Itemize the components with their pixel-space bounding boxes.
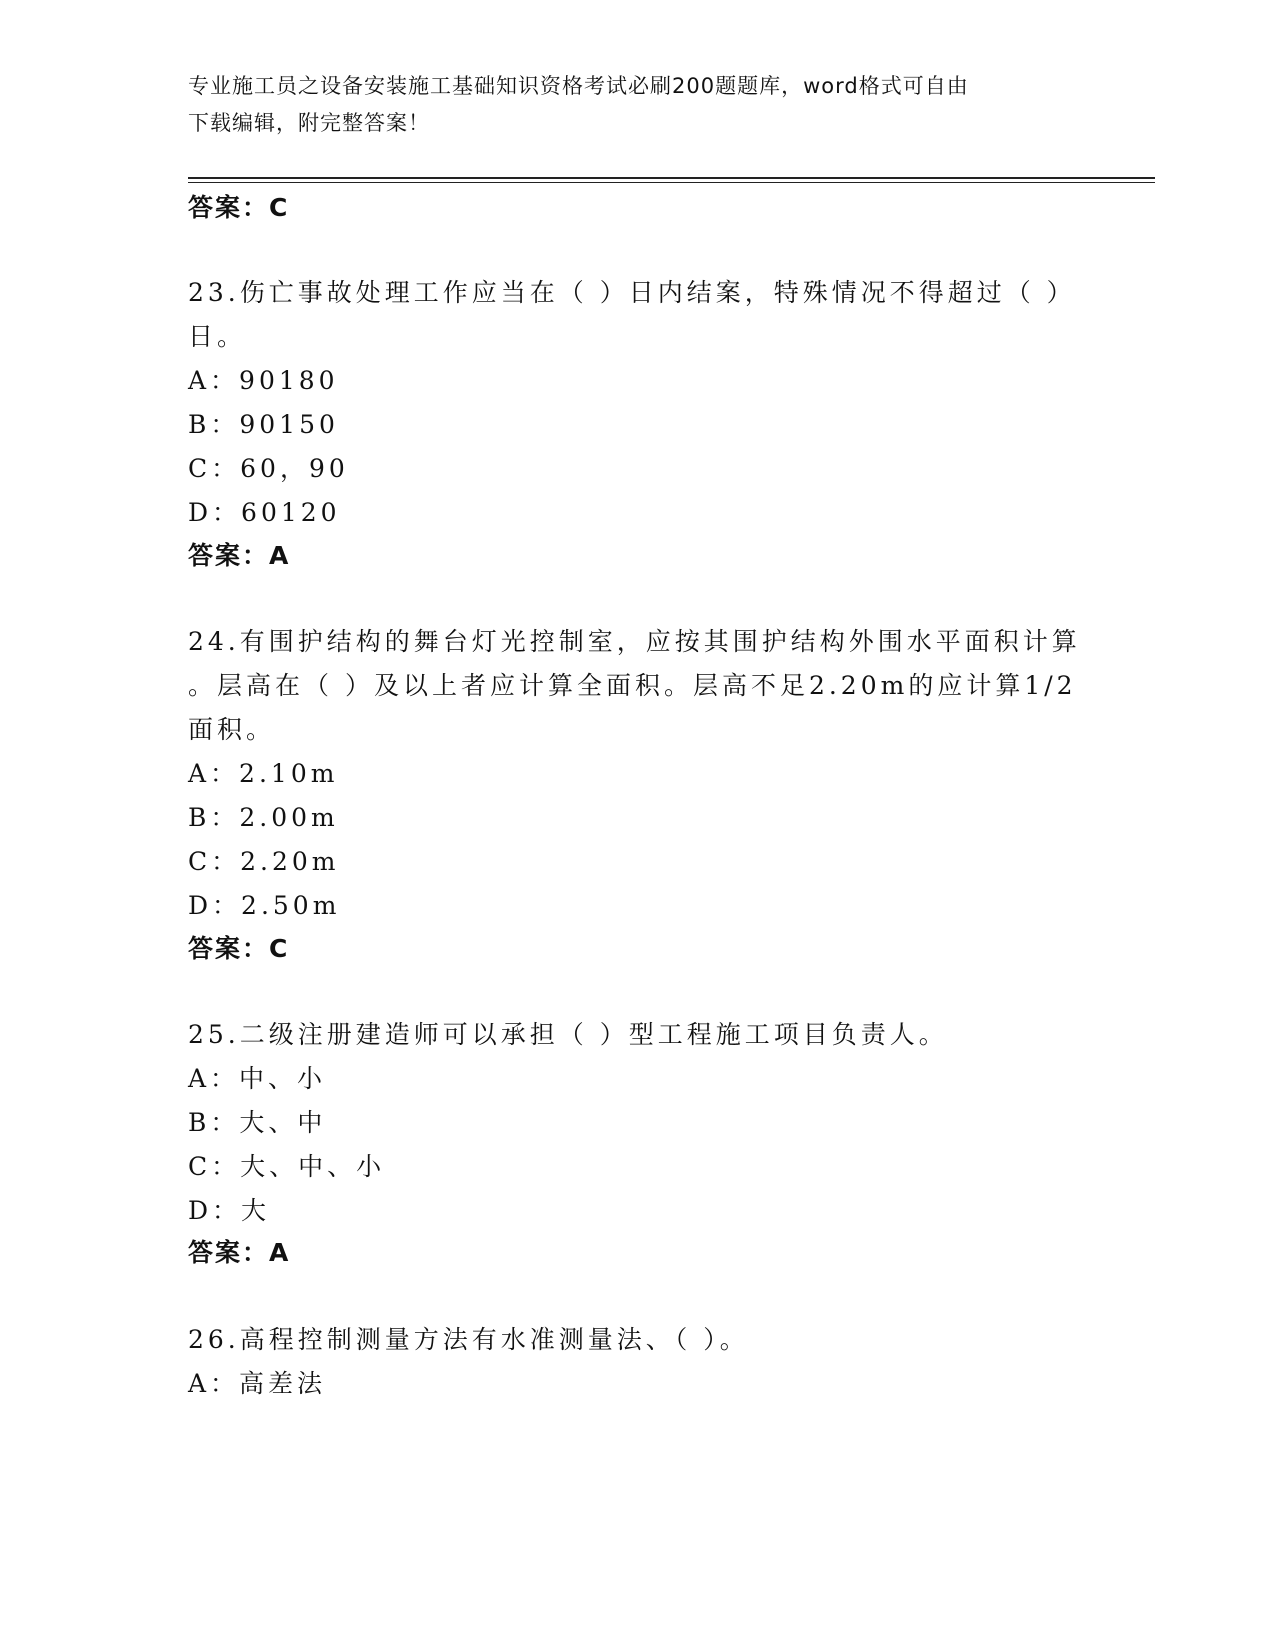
option-line: C：60，90 — [188, 454, 349, 483]
header-divider-thick — [188, 177, 1155, 179]
option-line: B：大、中 — [188, 1108, 327, 1137]
question-23-text-cont: 日。 — [188, 322, 247, 351]
question-26-text: 26.高程控制测量方法有水准测量法、（ ）。 — [188, 1325, 749, 1354]
question-24-text-cont: 。层高在（ ）及以上者应计算全面积。层高不足2.20m的应计算1/2 — [188, 671, 1077, 700]
document-header — [188, 68, 1088, 142]
option-line: A：中、小 — [188, 1064, 327, 1093]
option-line: B：90150 — [188, 410, 339, 439]
question-24-text-cont: 面积。 — [188, 715, 276, 744]
question-23-text: 23.伤亡事故处理工作应当在（ ）日内结案，特殊情况不得超过（ ） — [188, 278, 1076, 307]
option-line: D：2.50m — [188, 891, 341, 920]
answer-line: 答案：C — [188, 934, 290, 963]
answer-line: 答案：A — [188, 1238, 291, 1267]
option-line: C：大、中、小 — [188, 1152, 386, 1181]
header-divider-thin — [188, 182, 1155, 183]
answer-line: 答案：A — [188, 541, 291, 570]
header-title-line-1: 专业施工员之设备安装施工基础知识资格考试必刷200题题库，word格式可自由 — [188, 74, 969, 98]
header-title-line-2: 下载编辑，附完整答案！ — [188, 111, 430, 135]
option-line: A：高差法 — [188, 1369, 327, 1398]
option-line: D：60120 — [188, 498, 341, 527]
option-line: A：2.10m — [188, 759, 339, 788]
option-line: A：90180 — [188, 366, 339, 395]
option-line: D：大 — [188, 1196, 271, 1225]
answer-line: 答案：C — [188, 193, 290, 222]
question-25-text: 25.二级注册建造师可以承担（ ）型工程施工项目负责人。 — [188, 1020, 948, 1049]
option-line: B：2.00m — [188, 803, 339, 832]
question-24-text: 24.有围护结构的舞台灯光控制室，应按其围护结构外围水平面积计算 — [188, 627, 1081, 656]
option-line: C：2.20m — [188, 847, 340, 876]
